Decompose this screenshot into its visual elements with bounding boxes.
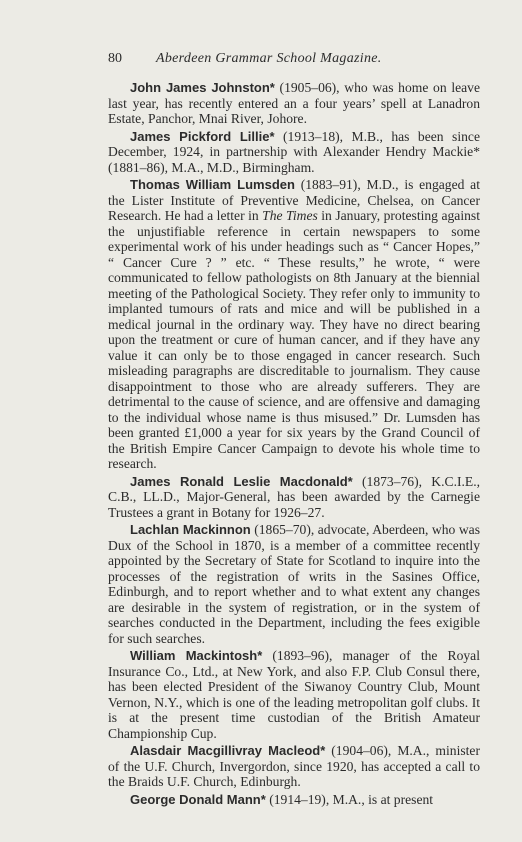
entry-name: William Mackintosh* (130, 648, 263, 663)
entry-text-before-italic: (1883–91), M.D., is engaged at the Lister Institute of Preventive Medicine, Chelsea, on Cancer Research. He had a letter in (108, 177, 480, 223)
entry-text: in January, protesting against the unjustifiable reference in certain newspapers to some experimental work of his under headings such as “ Cancer Hopes,” “ Cancer Cure ? ” etc. “ These results,” he wrote, “ were communicated to fellow pathologists on 8th January at the biennial meeting of the Pathological Society. They refer only to immunity to implanted tumours of rats and mice and will be published in a medical journal in the ordinary way. They have no direct bearing upon the treatment or cure of human cancer, and if they have any value it can only be to those engaged in cancer research. Such misleading paragraphs are discreditable to journalism. They cause disappointment to those who are already sufferers. They are detrimental to the cause of science, and are offensive and damaging to the individual whose name is thus misused.” Dr. Lumsden has been granted £1,000 a year for six years by the Grand Council of the British Empire Cancer Campaign to devote his whole time to research. (108, 208, 480, 471)
entry-lumsden (108, 177, 480, 472)
entry-name: John James Johnston* (130, 80, 275, 95)
entry-name: Thomas William Lumsden (130, 177, 295, 192)
entry-text: (1873–76), K.C.I.E., C.B., LL.D., Major-General, has been awarded by the Carnegie Trustees a grant in Botany for 1926–27. (108, 473, 480, 520)
running-header (108, 50, 462, 68)
entry-name: James Pickford Lillie* (130, 128, 275, 144)
entry-text: (1865–70), advocate, Aberdeen, who was Dux of the School in 1870, is a member of a committee recently appointed by the Secretary of State for Scotland to inquire into the processes of the registration of writs in the Sasines Office, Edinburgh, and to report whether and to what extent any changes are desirable in the system of registration, or in the system of searches conducted in the Department, including the fees exigible for such searches. (108, 522, 480, 646)
entry-name: James Ronald Leslie Macdonald* (130, 473, 353, 489)
entry-macdonald (108, 474, 480, 521)
entry-text: (1904–06), M.A., minister of the U.F. Church, Invergordon, since 1920, has accepted a call to the Braids U.F. Church, Edinburgh. (108, 743, 480, 789)
page-number: 80 (108, 51, 122, 66)
entry-name: Alasdair Macgillivray Macleod* (130, 743, 326, 758)
entry-macleod (108, 743, 480, 790)
article-body (108, 80, 480, 809)
entry-name: Lachlan Mackinnon (130, 522, 251, 537)
entry-text: (1914–19), M.A., is at present (265, 791, 434, 807)
newspaper-title: The Times (262, 208, 318, 223)
entry-name: George Donald Mann* (130, 791, 266, 807)
entry-mackinnon (108, 522, 480, 646)
entry-mackintosh (108, 648, 480, 741)
entry-text: (1913–18), M.B., has been since December, 1924, in partnership with Alexander Hendry Mackie* (1881–86), M.A., M.D., Birmingham. (108, 128, 480, 175)
entry-lillie (108, 129, 480, 176)
magazine-title: Aberdeen Grammar School Magazine. (156, 51, 382, 66)
entry-text: (1893–96), manager of the Royal Insurance Co., Ltd., at New York, and also F.P. Club Consul there, has been elected President of the Siwanoy Country Club, Mount Vernon, N.Y., which is one of the leading metropolitan golf clubs. It is at the present time custodian of the British Amateur Championship Cup. (108, 648, 480, 741)
entry-johnston (108, 80, 480, 127)
entry-text: (1905–06), who was home on leave last year, has recently entered an a four years’ spell at Lanadron Estate, Panchor, Mnai River, Johore. (108, 80, 480, 126)
entry-mann (108, 792, 480, 808)
